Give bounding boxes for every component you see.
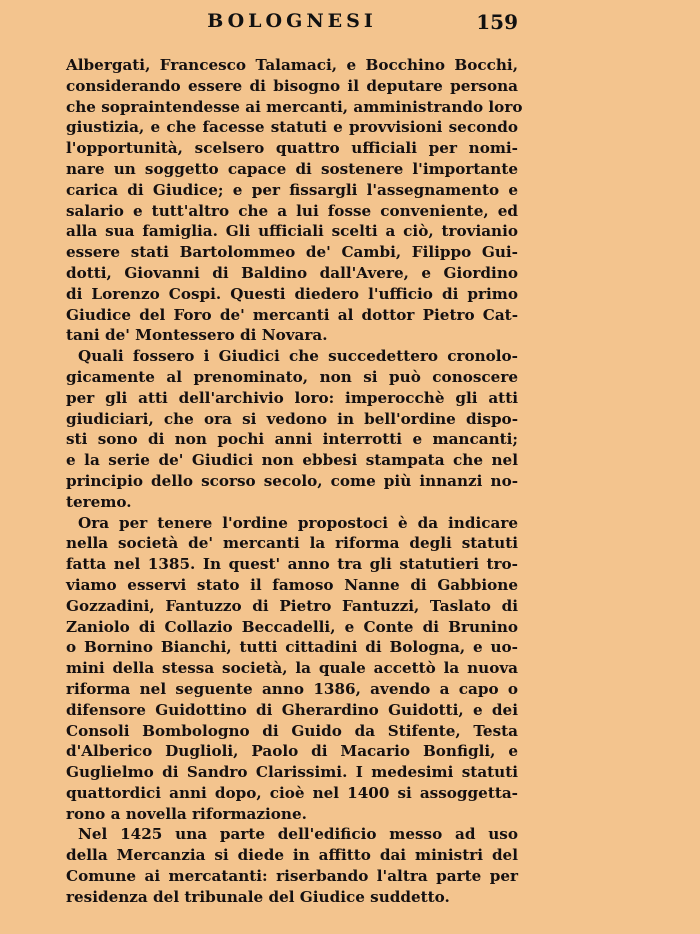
text-line: Gozzadini, Fantuzzo di Pietro Fantuzzi, Taslato di xyxy=(66,596,518,615)
text-line: giustizia, e che facesse statuti e provvisioni secondo xyxy=(66,118,518,137)
text-line: considerando essere di bisogno il deputare persona xyxy=(66,76,518,95)
paragraph xyxy=(66,824,518,907)
text-line: gicamente al prenominato, non si può conoscere xyxy=(66,367,518,386)
text-line: e la serie de' Giudici non ebbesi stampata che nel xyxy=(66,451,518,470)
text-line: per gli atti dell'archivio loro: imperocchè gli atti xyxy=(66,388,518,407)
running-head-title: BOLOGNESI xyxy=(207,10,377,32)
paragraph xyxy=(66,55,523,346)
text-line: di Lorenzo Cospi. Questi diedero l'ufficio di primo xyxy=(66,284,518,303)
text-line: alla sua famiglia. Gli ufficiali scelti a ciò, trovianio xyxy=(66,222,518,241)
page-number: 159 xyxy=(476,10,518,34)
text-line: Ora per tenere l'ordine propostoci è da indicare xyxy=(78,513,518,532)
text-line: riforma nel seguente anno 1386, avendo a capo o xyxy=(66,679,518,698)
text-line: fatta nel 1385. In quest' anno tra gli statutieri tro- xyxy=(66,555,518,574)
text-line: quattordici anni dopo, cioè nel 1400 si assoggetta- xyxy=(66,783,518,802)
text-line: difensore Guidottino di Gherardino Guidotti, e dei xyxy=(66,700,518,719)
text-line: Giudice del Foro de' mercanti al dottor Pietro Cat- xyxy=(66,305,518,324)
text-line: Nel 1425 una parte dell'edificio messo ad uso xyxy=(78,825,518,844)
text-line: principio dello scorso secolo, come più innanzi no- xyxy=(66,471,518,490)
text-line: mini della stessa società, la quale accettò la nuova xyxy=(66,659,518,678)
text-line: Guglielmo di Sandro Clarissimi. I medesimi statuti xyxy=(66,763,518,782)
text-line: Albergati, Francesco Talamaci, e Bocchino Bocchi, xyxy=(66,56,518,74)
text-line: d'Alberico Duglioli, Paolo di Macario Bonfigli, e xyxy=(66,742,518,761)
text-line: sti sono di non pochi anni interrotti e mancanti; xyxy=(66,430,518,449)
body-text xyxy=(66,55,523,908)
text-line: residenza del tribunale del Giudice suddetto. xyxy=(66,887,450,906)
text-line: Zaniolo di Collazio Beccadelli, e Conte di Brunino xyxy=(66,617,518,636)
text-line: Comune ai mercatanti: riserbando l'altra parte per xyxy=(66,867,518,886)
text-line: salario e tutt'altro che a lui fosse conveniente, ed xyxy=(66,201,518,220)
running-head xyxy=(66,10,518,40)
text-line: Consoli Bombologno di Guido da Stifente, Testa xyxy=(66,721,518,740)
text-line: tani de' Montessero di Novara. xyxy=(66,326,328,345)
text-line: teremo. xyxy=(66,492,132,511)
text-line: della Mercanzia si diede in affitto dai ministri del xyxy=(66,846,518,865)
text-line: che sopraintendesse ai mercanti, amministrando loro xyxy=(66,97,523,116)
text-line: giudiciari, che ora si vedono in bell'ordine dispo- xyxy=(66,409,518,428)
text-line: nare un soggetto capace di sostenere l'importante xyxy=(66,159,518,178)
text-line: dotti, Giovanni di Baldino dall'Avere, e Giordino xyxy=(66,263,518,282)
text-line: l'opportunità, scelsero quattro ufficiali per nomi- xyxy=(66,139,518,158)
paragraph xyxy=(66,346,518,512)
text-line: nella società de' mercanti la riforma degli statuti xyxy=(66,534,518,553)
text-line: rono a novella riformazione. xyxy=(66,804,307,823)
text-line: viamo esservi stato il famoso Nanne di Gabbione xyxy=(66,575,518,594)
text-line: o Bornino Bianchi, tutti cittadini di Bologna, e uo- xyxy=(66,638,518,657)
paragraph xyxy=(66,513,518,825)
text-line: carica di Giudice; e per fissargli l'assegnamento e xyxy=(66,180,518,199)
text-line: Quali fossero i Giudici che succedettero cronolo- xyxy=(78,347,518,366)
text-line: essere stati Bartolommeo de' Cambi, Filippo Gui- xyxy=(66,243,518,262)
